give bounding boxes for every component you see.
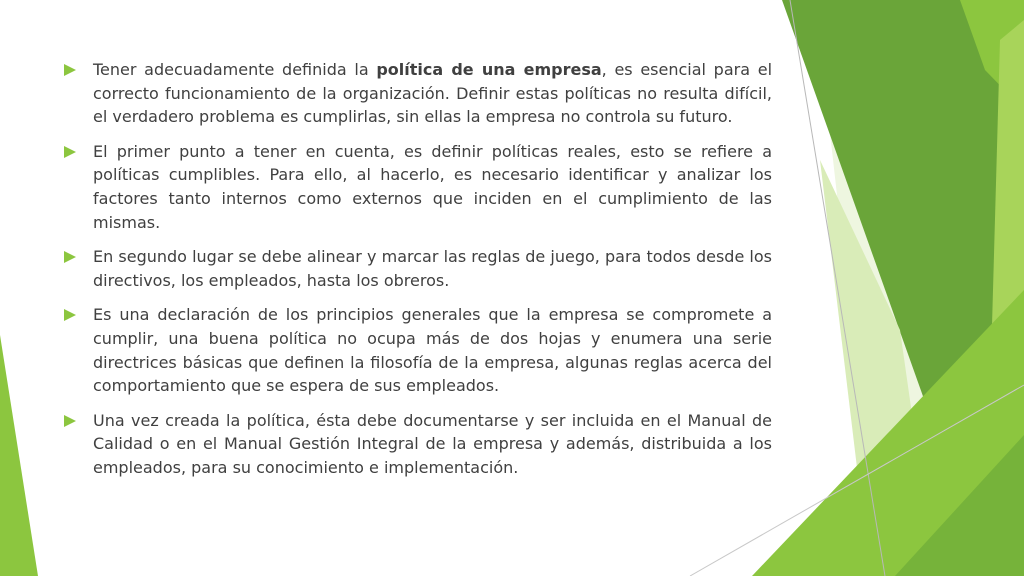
bullet-text: Tener adecuadamente definida la <box>93 60 377 79</box>
bullet-text: , es esencial para el correcto funcionamiento de la organización. Definir estas políticas no resulta difícil, el verdadero problema es cumplirlas, sin ellas la empresa no controla su futuro. <box>93 60 773 127</box>
bullet-text: En segundo lugar se debe alinear y marcar las reglas de juego, para todos desde los directivos, los empleados, hasta los obreros. <box>93 247 772 290</box>
text-body <box>64 58 772 491</box>
bullet-item <box>64 303 772 397</box>
bullet-text: Es una declaración de los principios generales que la empresa se compromete a cumplir, una buena política no ocupa más de dos hojas y enumera una serie directrices básicas que definen la filosofía de la empresa, algunas reglas acerca del comportamiento que se espera de sus empleados. <box>93 305 772 396</box>
bullet-item <box>64 140 772 234</box>
right-triangle-icon <box>64 415 76 427</box>
right-triangle-icon <box>64 309 76 321</box>
bullet-bold-text: política de una empresa <box>376 60 602 79</box>
bullet-item <box>64 245 772 292</box>
right-triangle-icon <box>64 146 76 158</box>
bullet-text: El primer punto a tener en cuenta, es definir políticas reales, esto se refiere a políticas cumplibles. Para ello, al hacerlo, es necesario identificar y analizar los factores tanto internos como externos que inciden en el cumplimiento de las mismas. <box>93 141 772 232</box>
bullet-list <box>64 58 772 480</box>
left-green-strip <box>0 335 38 576</box>
bullet-text: Una vez creada la política, ésta debe documentarse y ser incluida en el Manual de Calidad o en el Manual Gestión Integral de la empresa y además, distribuida a los empleados, para su conocimiento e implementación. <box>93 410 772 477</box>
right-triangle-icon <box>64 64 76 76</box>
right-triangle-icon <box>64 251 76 263</box>
bullet-item <box>64 58 772 129</box>
bullet-item <box>64 409 772 480</box>
